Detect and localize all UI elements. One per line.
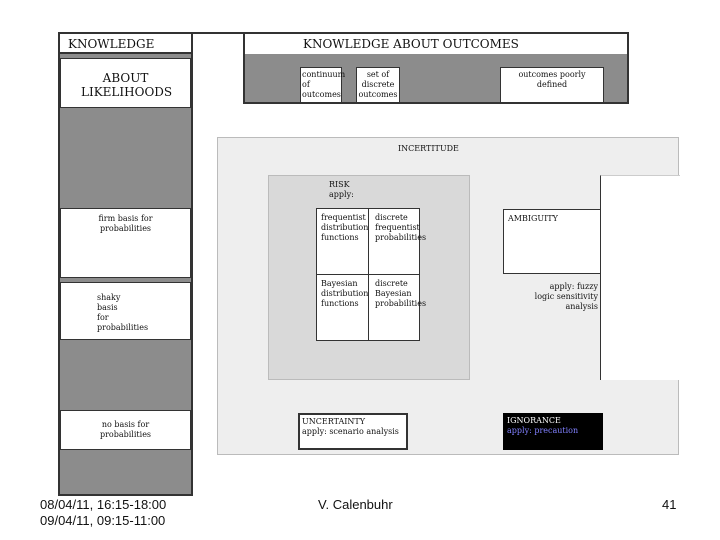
poor-outcomes-column [600, 175, 680, 380]
footer-date-2: 09/04/11, 09:15-11:00 [40, 513, 166, 528]
poor-outcomes-box [500, 67, 604, 103]
footer-date-1: 08/04/11, 16:15-18:00 [40, 497, 167, 512]
risk-cell-bayesian-discrete: discrete Bayesian probabilities [375, 279, 427, 308]
continuum-outcomes-label: continuum of outcomes [302, 70, 346, 99]
ignorance-apply: apply: precaution [507, 426, 579, 435]
continuum-outcomes-box [300, 67, 346, 103]
knowledge-left-title: KNOWLEDGE [68, 37, 155, 51]
discrete-outcomes-label: set of discrete outcomes [358, 70, 398, 99]
basis-shaky-box [60, 282, 191, 340]
basis-firm-box [60, 208, 191, 278]
incertitude-label: INCERTITUDE [398, 144, 459, 153]
ambiguity-label: AMBIGUITY [508, 214, 558, 223]
risk-grid-divider-horizontal [316, 274, 420, 275]
ignorance-box [503, 413, 603, 450]
basis-none-label: no basis for probabilities [99, 420, 152, 439]
uncertainty-box [298, 413, 408, 450]
risk-cell-frequentist-discrete: discrete frequentist probabilities [375, 213, 427, 242]
risk-cell-frequentist-functions: frequentist distribution functions [321, 213, 369, 242]
discrete-outcomes-box [356, 67, 400, 103]
footer-dates [40, 497, 166, 529]
uncertainty-apply: apply: scenario analysis [302, 427, 399, 436]
uncertainty-label: UNCERTAINTY [302, 417, 366, 426]
likelihood-subtitle-box [60, 58, 191, 108]
ignorance-label: IGNORANCE [507, 416, 561, 425]
knowledge-top-title: KNOWLEDGE ABOUT OUTCOMES [303, 37, 519, 51]
basis-shaky-label: shaky basis for probabilities [97, 293, 149, 332]
knowledge-top-title-box [243, 32, 629, 54]
risk-label: RISK [329, 180, 350, 189]
ambiguity-box [503, 209, 601, 274]
risk-apply: apply: [329, 190, 354, 199]
knowledge-left-title-box [58, 32, 193, 54]
footer-author: V. Calenbuhr [318, 497, 393, 512]
poor-outcomes-label: outcomes poorly defined [518, 70, 586, 89]
risk-cell-bayesian-functions: Bayesian distribution functions [321, 279, 369, 308]
ambiguity-apply: apply: fuzzy logic sensitivity analysis [534, 282, 598, 311]
knowledge-left-subtitle: ABOUT LIKELIHOODS [81, 71, 173, 99]
basis-firm-label: firm basis for probabilities [98, 214, 153, 233]
connector-line [193, 32, 245, 34]
page-number: 41 [662, 497, 677, 512]
basis-none-box [60, 410, 191, 450]
